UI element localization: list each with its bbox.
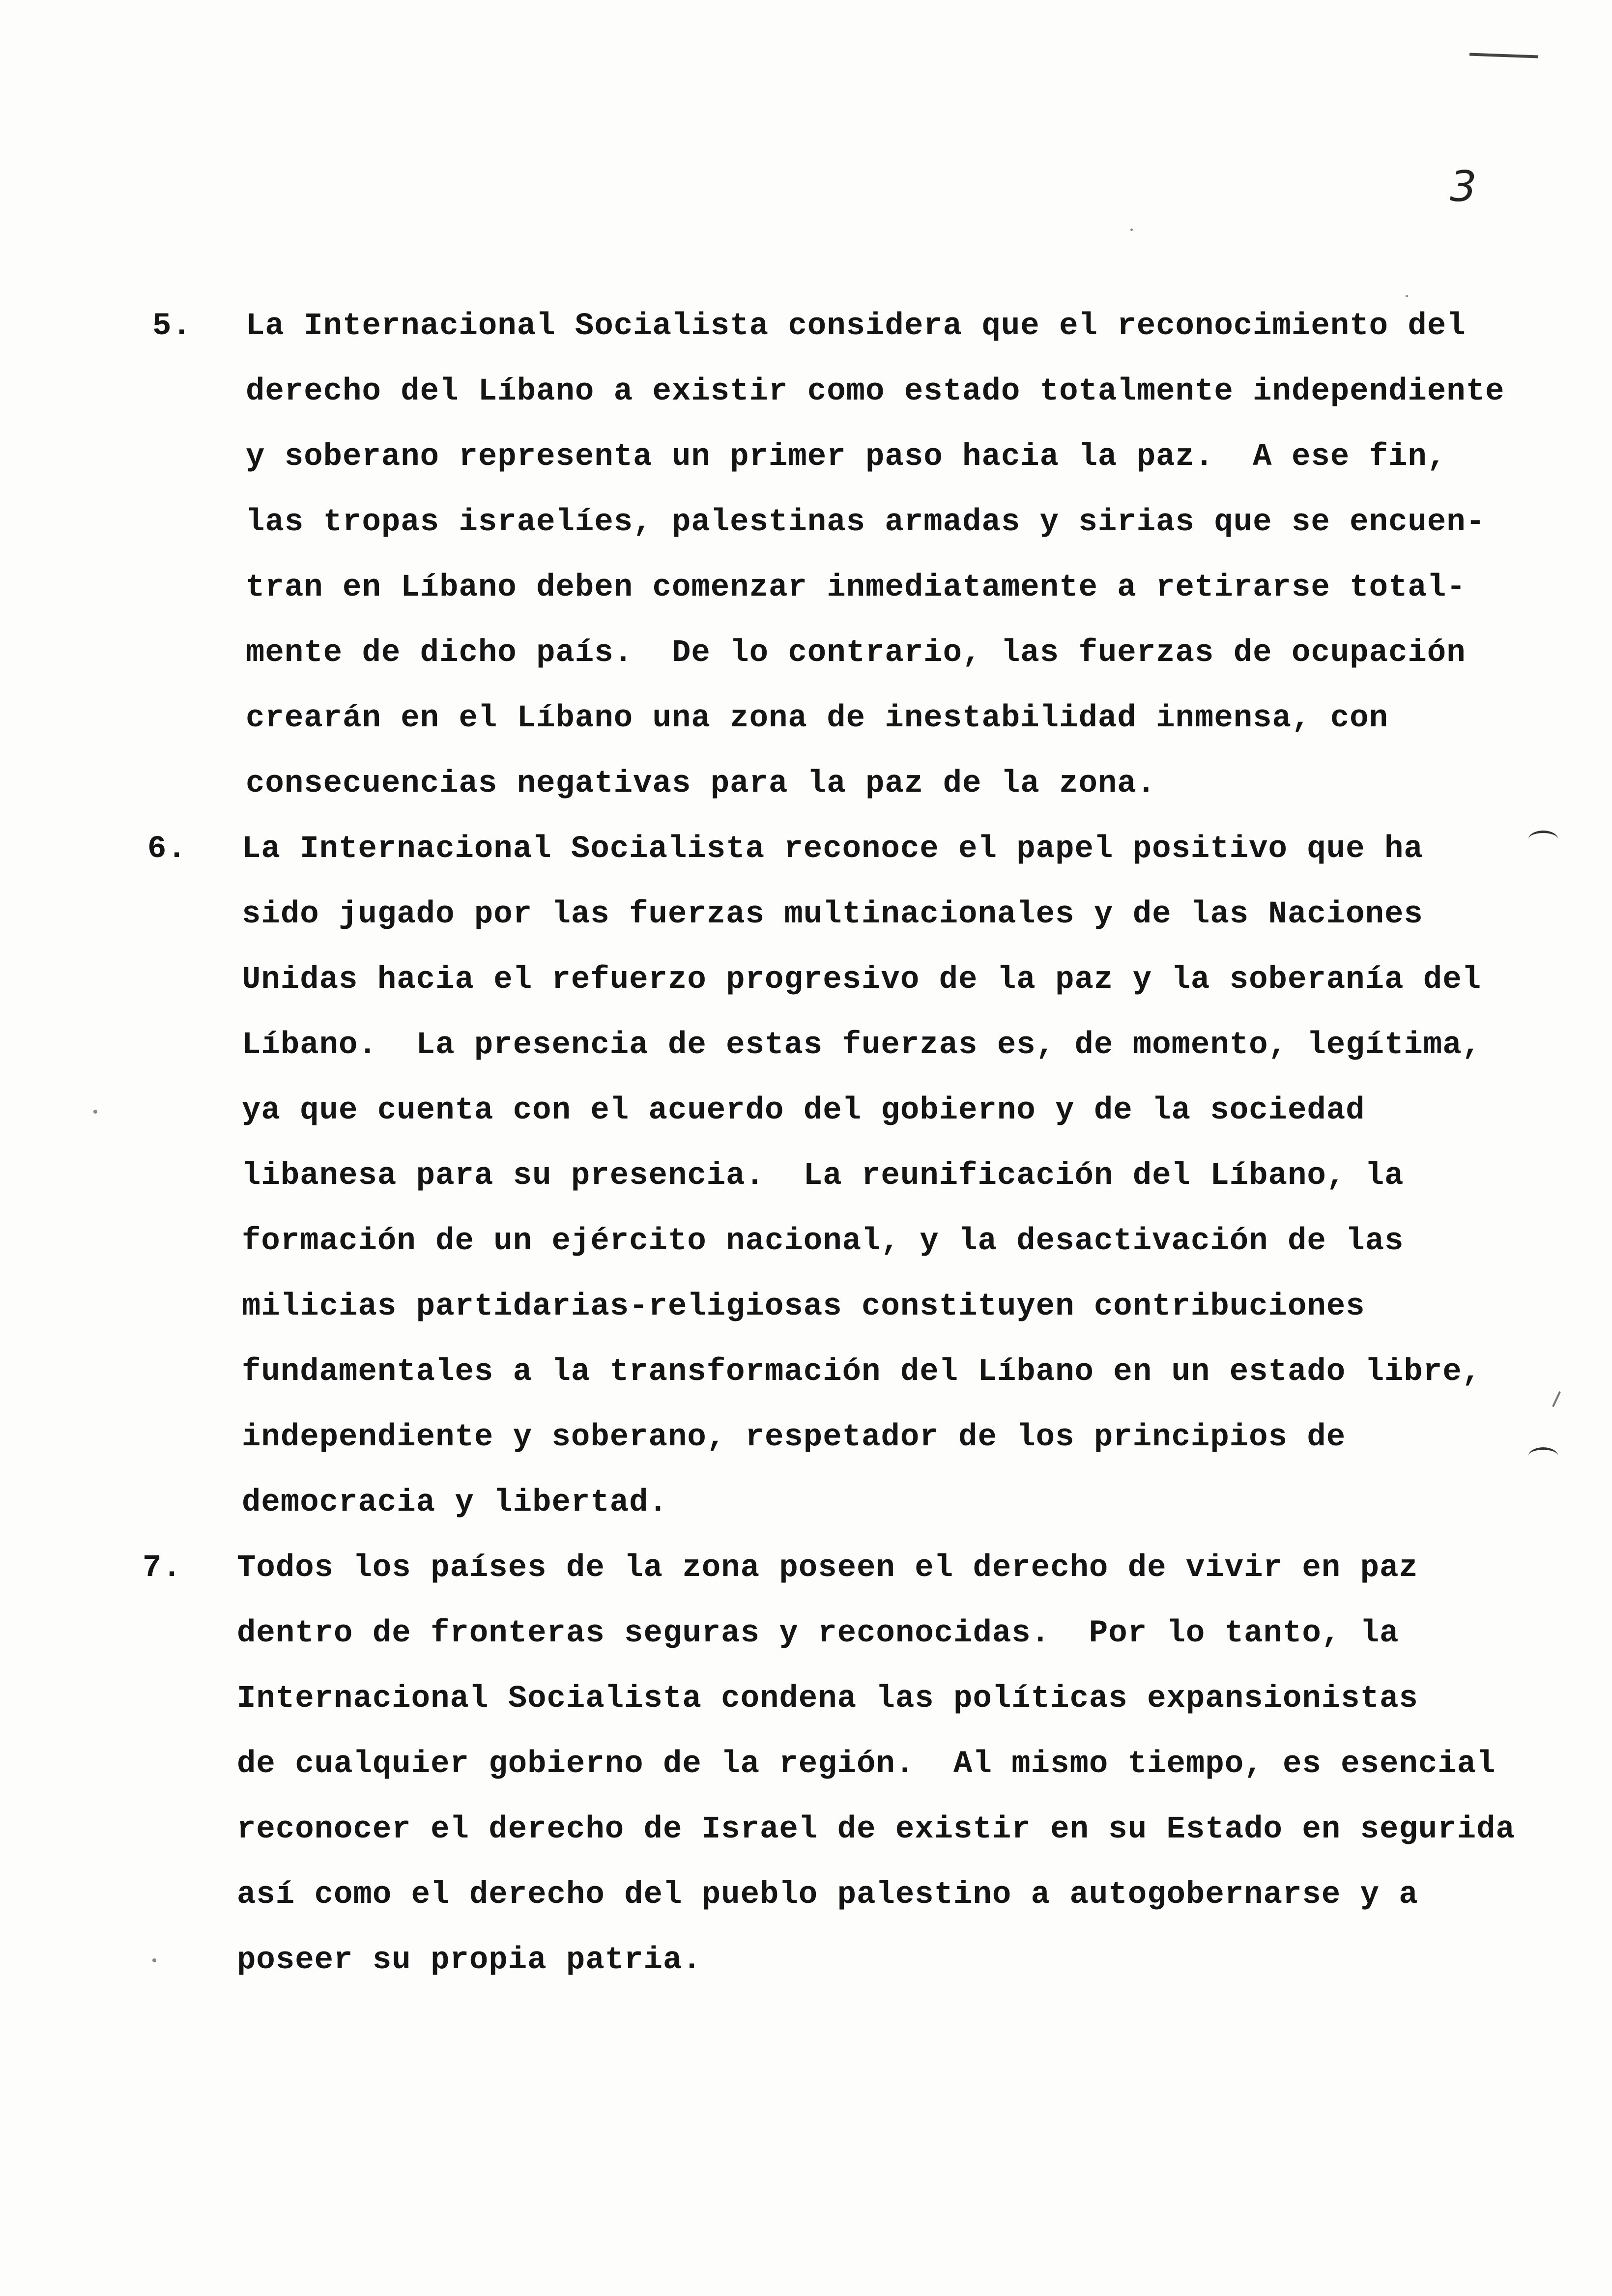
item-6-line-2: sido jugado por las fuerzas multinacionales y de las Naciones	[242, 897, 1423, 932]
speck	[1130, 229, 1133, 231]
item-6-line-8: milicias partidarias-religiosas constituyen contribuciones	[242, 1289, 1365, 1324]
item-number-7: 7.	[143, 1550, 182, 1586]
item-7-line-3: Internacional Socialista condena las políticas expansionistas	[237, 1681, 1418, 1717]
item-6-line-11: democracia y libertad.	[242, 1485, 668, 1521]
item-6-line-7: formación de un ejército nacional, y la desactivación de las	[242, 1224, 1404, 1259]
item-5-line-1: La Internacional Socialista considera que el reconocimiento del	[246, 309, 1466, 344]
scan-mark-top-right	[1469, 53, 1538, 58]
item-7-line-1: Todos los países de la zona poseen el derecho de vivir en paz	[237, 1550, 1418, 1586]
item-5-line-5: tran en Líbano deben comenzar inmediatamente a retirarse total-	[246, 570, 1466, 605]
page-number: 3	[1450, 162, 1477, 211]
item-7-line-4: de cualquier gobierno de la región. Al mismo tiempo, es esencial	[237, 1747, 1496, 1782]
margin-arc-mark	[1528, 831, 1558, 848]
item-number-6: 6.	[147, 832, 187, 867]
item-7-line-5: reconocer el derecho de Israel de existir en su Estado en segurida	[237, 1812, 1515, 1847]
item-7-line-6: así como el derecho del pueblo palestino a autogobernarse y a	[237, 1877, 1418, 1913]
margin-dot	[152, 1958, 156, 1962]
margin-dot	[93, 1110, 97, 1114]
item-5-line-2: derecho del Líbano a existir como estado totalmente independiente	[246, 374, 1505, 409]
item-5-line-6: mente de dicho país. De lo contrario, las fuerzas de ocupación	[246, 635, 1466, 671]
item-number-5: 5.	[152, 309, 192, 344]
item-5-line-8: consecuencias negativas para la paz de la zona.	[246, 766, 1156, 802]
item-7-line-2: dentro de fronteras seguras y reconocidas. Por lo tanto, la	[237, 1616, 1399, 1651]
item-6-line-6: libanesa para su presencia. La reunificación del Líbano, la	[242, 1158, 1404, 1194]
speck	[1406, 295, 1408, 297]
item-5-line-3: y soberano representa un primer paso hacia la paz. A ese fin,	[246, 439, 1447, 475]
margin-slash-mark	[1552, 1391, 1561, 1407]
item-6-line-9: fundamentales a la transformación del Líbano en un estado libre,	[242, 1354, 1481, 1390]
item-6-line-1: La Internacional Socialista reconoce el papel positivo que ha	[242, 832, 1423, 867]
item-6-line-10: independiente y soberano, respetador de los principios de	[242, 1420, 1346, 1455]
item-7-line-7: poseer su propia patria.	[237, 1943, 702, 1978]
item-5-line-4: las tropas israelíes, palestinas armadas y sirias que se encuen-	[246, 505, 1485, 540]
item-6-line-5: ya que cuenta con el acuerdo del gobierno y de la sociedad	[242, 1093, 1365, 1128]
item-6-line-4: Líbano. La presencia de estas fuerzas es, de momento, legítima,	[242, 1028, 1481, 1063]
item-6-line-3: Unidas hacia el refuerzo progresivo de la paz y la soberanía del	[242, 962, 1481, 998]
margin-arc-mark	[1528, 1447, 1558, 1464]
item-5-line-7: crearán en el Líbano una zona de inestabilidad inmensa, con	[246, 701, 1388, 736]
